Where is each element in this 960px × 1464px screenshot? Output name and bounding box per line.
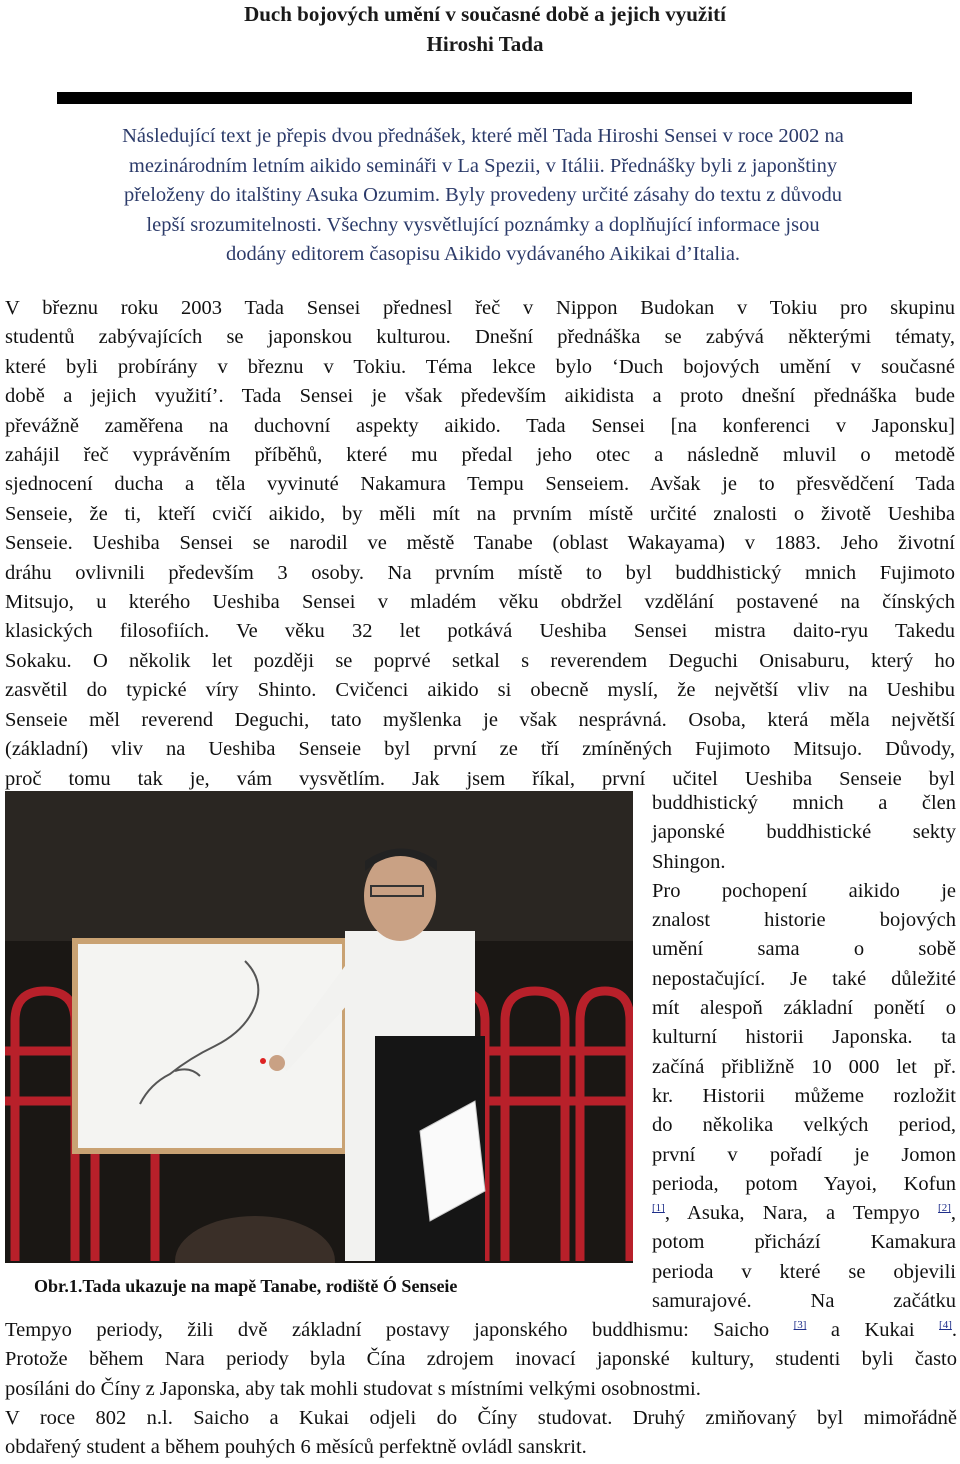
intro-line: Následující text je přepis dvou přednášek, které měl Tada Hiroshi Sensei v roce 2002 na	[122, 125, 844, 147]
footnote-link-2[interactable]: [2]	[938, 1202, 951, 1215]
bottom-line: Protože během Nara periody byla Čína zdrojem inovací japonské kultury, studenti byli často	[5, 1348, 957, 1371]
side-footnote-line	[652, 1199, 956, 1228]
side-line: začíná přibližně 10 000 let př.	[652, 1055, 956, 1078]
intro-line: přeloženy do italštiny Asuka Ozumim. Byly provedeny určité zásahy do textu z důvodu	[124, 184, 842, 206]
body-line: sjednocení ducha a těla vyvinuté Nakamura Tempu Senseiem. Avšak je to přesvědčení Tada	[5, 473, 955, 496]
photo-illustration	[5, 791, 633, 1263]
side-line: buddhistický mnich a člen	[652, 792, 956, 814]
side-line: mít alespoň základní ponětí o	[652, 997, 956, 1020]
side-line: perioda v které se objevili	[652, 1260, 956, 1283]
body-line: dráhu ovlivnili především 3 osoby. Na prvním místě to byl buddhistický mnich Fujimoto	[5, 561, 955, 584]
side-text: ,	[950, 1202, 956, 1225]
body-line: studentů zabývajících se japonskou kulturou. Dnešní přednáška se zabývá některými tématy,	[5, 326, 955, 349]
footnote-link-3[interactable]: [3]	[793, 1319, 807, 1331]
body-line: Sokaku. O několik let později se poprvé setkal s reverendem Deguchi Onisaburu, který ho	[5, 649, 955, 672]
body-line: Senseie, že ti, kteří cvičí aikido, by měli mít na prvním místě určité znalosti o životě Ueshiba	[5, 502, 955, 525]
figure-photo	[5, 791, 633, 1263]
bottom-text: a Kukai	[806, 1319, 940, 1341]
side-line: Pro pochopení aikido je	[652, 879, 956, 902]
intro-line: dodány editorem časopisu Aikido vydávaného Aikikai d’Italia.	[225, 243, 741, 265]
side-text: , Asuka, Nara, a Tempyo	[664, 1202, 939, 1225]
document-title: Duch bojových umění v současné době a jejich využití	[244, 2, 726, 26]
body-line: zasvětil do typické víry Shinto. Cvičenci aikido si obecně myslí, že největší vliv na Ueshibu	[5, 679, 955, 702]
side-line: potom přichází Kamakura	[652, 1231, 956, 1254]
side-line: znalost historie bojových	[652, 909, 956, 932]
document-author: Hiroshi Tada	[426, 32, 544, 56]
intro-line: mezinárodním letním aikido semináři v La Spezii, v Itálii. Přednášky byli z japonštiny	[128, 154, 838, 177]
body-line: Mitsujo, u kterého Ueshiba Sensei v mladém věku obdržel vzdělání postavené na čínských	[5, 591, 955, 614]
side-line: do několika velkých period,	[652, 1114, 956, 1137]
side-line: perioda, potom Yayoi, Kofun	[652, 1172, 956, 1195]
title-divider	[57, 92, 912, 104]
bottom-text: .	[951, 1319, 957, 1341]
body-line: proč tomu tak je, vám vysvětlím. Jak jsem říkal, první učitel Ueshiba Senseie byl	[5, 767, 955, 790]
body-line: klasických filosofiích. Ve věku 32 let potkává Ueshiba Sensei mistra daito-ryu Takedu	[5, 620, 955, 643]
body-line: Senseie měl reverend Deguchi, tato myšlenka je však nesprávná. Osoba, která měla největší	[5, 708, 955, 731]
body-line: době a jejich využití’. Tada Sensei je však především aikidista a proto dnešní přednáška bude	[5, 385, 955, 408]
intro-paragraph	[28, 122, 938, 270]
side-line: kulturní historii Japonska. ta	[652, 1026, 956, 1049]
side-line: samurajové. Na začátku	[652, 1290, 956, 1313]
side-line: Shingon.	[652, 850, 726, 873]
body-line: převážně zaměřena na duchovní aspekty aikido. Tada Sensei [na konferenci v Japonsku]	[5, 414, 955, 437]
intro-line: lepší srozumitelnosti. Všechny vysvětlující poznámky a doplňující informace jsou	[146, 213, 820, 236]
side-column	[652, 789, 956, 1316]
bottom-line: V roce 802 n.l. Saicho a Kukai odjeli do Číny studovat. Druhý zmiňovaný byl mimořádně	[5, 1406, 957, 1429]
bottom-text: Tempyo periody, žili dvě základní postavy japonského buddhismu: Saicho	[5, 1319, 794, 1341]
side-line: první v pořadí je Jomon	[652, 1143, 956, 1166]
side-line: kr. Historii můžeme rozložit	[652, 1084, 956, 1107]
body-line: V březnu roku 2003 Tada Sensei přednesl řeč v Nippon Budokan v Tokiu pro skupinu	[5, 297, 955, 319]
footnote-link-1[interactable]: [1]	[652, 1202, 665, 1215]
body-line: které byli probírány v březnu v Tokiu. Téma lekce bylo ‘Duch bojových umění v současné	[5, 355, 955, 378]
body-line: Senseie. Ueshiba Sensei se narodil ve městě Tanabe (oblast Wakayama) v 1883. Jeho životní	[5, 532, 955, 555]
side-line: nepostačující. Je také důležité	[652, 967, 956, 990]
body-line: (základní) vliv na Ueshiba Senseie byl první ze tří zmíněných Fujimoto Mitsujo. Důvody,	[5, 738, 955, 761]
figure-caption: Obr.1.Tada ukazuje na mapě Tanabe, rodiště Ó Senseie	[34, 1276, 458, 1296]
side-line: umění sama o sobě	[652, 938, 956, 961]
bottom-footnote-line	[5, 1316, 957, 1345]
side-line: japonské buddhistické sekty	[652, 821, 956, 844]
bottom-line: posíláni do Číny z Japonska, aby tak mohli studovat s místními velkými osobnostmi.	[5, 1377, 701, 1400]
bottom-paragraph	[5, 1316, 957, 1462]
footnote-link-4[interactable]: [4]	[939, 1319, 952, 1331]
main-paragraph	[5, 294, 955, 794]
bottom-line: obdařený student a během pouhých 6 měsíců perfektně ovládl sanskrit.	[5, 1436, 587, 1459]
body-line: zahájil řeč vyprávěním příběhů, které mu předal jeho otec a následně mluvil o metodě	[5, 444, 955, 467]
